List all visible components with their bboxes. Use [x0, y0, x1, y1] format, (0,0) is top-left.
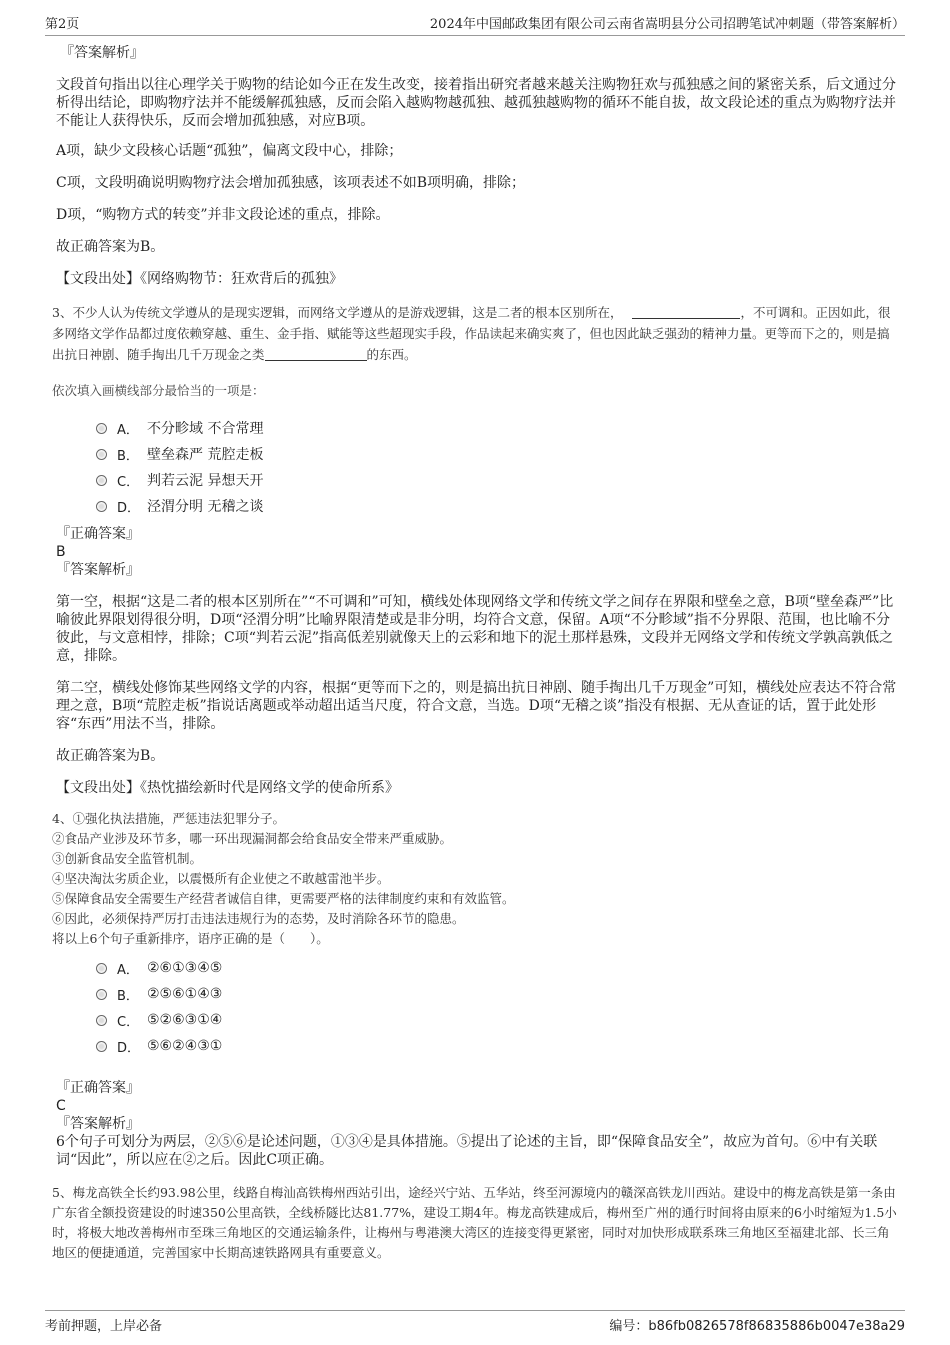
- q4-paragraph-1: 6个句子可划分为两层，②⑤⑥是论述问题，①③④是具体措施。⑤提出了论述的主旨，即“保障食品安全”，故应为首句。⑥中有关联词“因此”，所以应在②之后。因此C项正确。: [56, 1134, 878, 1168]
- radio-icon[interactable]: [96, 963, 107, 974]
- q3-jiexi-label: 『答案解析』: [56, 562, 140, 578]
- q3-answer-label: 『正确答案』: [56, 526, 140, 542]
- radio-icon[interactable]: [96, 989, 107, 1000]
- document-code: 编号：b86fb0826578f86835886b0047e38a29: [609, 1318, 905, 1334]
- q3-answer: B: [56, 544, 66, 560]
- q3-text-a: 3、不少人认为传统文学遵从的是现实逻辑，而网络文学遵从的是游戏逻辑，这是二者的根本区别所在，: [52, 305, 623, 320]
- q5-question: 5、梅龙高铁全长约93.98公里，线路自梅汕高铁梅州西站引出，途经兴宁站、五华站，终至河源境内的赣深高铁龙川西站。建设中的梅龙高铁是第一条由广东省全额投资建设的时速350公里高铁，全线桥隧比达81.77%，建设工期4年。梅龙高铁建成后，梅州至广州的通行时间将由原来的6小时缩短为1.5小时，将极大地改善梅州市至珠三角地区的交通运输条件，让梅州与粤港澳大湾区的连接变得更紧密，同时对加快形成联系珠三角地区至福建北部、长三角地区的便捷通道，完善国家中长期高速铁路网具有重要意义。: [52, 1185, 897, 1260]
- q3-paragraph-2: 第二空，横线处修饰某些网络文学的内容，根据“更等而下之的，则是搞出抗日神剧、随手掏出几千万现金”可知，横线处应表达不符合常理之意，B项“荒腔走板”指说话离题或举动超出适当尺度，符合文意，当选。D项“无稽之谈”指没有根据、无从查证的话，置于此处形容“东西”用法不当，排除。: [56, 680, 897, 732]
- q2-jiexi-label: 『答案解析』: [60, 45, 144, 61]
- q4-line: ⑥因此，必须保持严厉打击违法违规行为的态势，及时消除各环节的隐患。: [52, 911, 465, 926]
- q4-line: ⑤保障食品安全需要生产经营者诚信自律，更需要严格的法律制度约束和有效监管。: [52, 891, 515, 906]
- radio-icon[interactable]: [96, 1015, 107, 1026]
- q4-option-d[interactable]: D． ⑤⑥②④③①: [96, 1033, 901, 1059]
- q3-paragraph-1: 第一空，根据“这是二者的根本区别所在”“不可调和”可知，横线处体现网络文学和传统文学之间存在界限和壁垒之意，B项“壁垒森严”比喻彼此界限划得很分明，D项“泾渭分明”比喻界限清楚或是非分明，均符合文意，保留。A项“不分畛域”指不分界限、范围，也比喻不分彼此，与文意相悖，排除；C项“判若云泥”指高低差别就像天上的云彩和地下的泥土那样悬殊，文段并无网络文学和传统文学孰高孰低之意，排除。: [56, 594, 894, 664]
- radio-icon[interactable]: [96, 501, 107, 512]
- q4-option-b[interactable]: B． ②⑤⑥①④③: [96, 981, 901, 1007]
- q2-source: 【文段出处】《网络购物节：狂欢背后的孤独》: [56, 271, 343, 287]
- q3-option-d[interactable]: D． 泾渭分明 无稽之谈: [96, 493, 901, 519]
- q4-jiexi-label: 『答案解析』: [56, 1116, 140, 1132]
- q3-question: [52, 302, 901, 365]
- q4-line: ②食品产业涉及环节多，哪一环出现漏洞都会给食品安全带来严重威胁。: [52, 831, 453, 846]
- main-content: [52, 44, 901, 1263]
- q4-options: [96, 955, 901, 1059]
- q2-paragraph-3: C项，文段明确说明购物疗法会增加孤独感，该项表述不如B项明确，排除；: [56, 175, 525, 191]
- q3-source: 【文段出处】《热忱描绘新时代是网络文学的使命所系》: [56, 780, 399, 796]
- q4-answer: C: [56, 1098, 66, 1114]
- q4-answer-label: 『正确答案』: [56, 1080, 140, 1096]
- q2-paragraph-1: 文段首句指出以往心理学关于购物的结论如今正在发生改变，接着指出研究者越来越关注购物狂欢与孤独感之间的紧密关系，后文通过分析得出结论，即购物疗法并不能缓解孤独感，反而会陷入越购物越孤独、越孤独越购物的循环不能自拔，故文段论述的重点为购物疗法并不能让人获得快乐，反而会增加孤独感，对应B项。: [56, 77, 896, 129]
- radio-icon[interactable]: [96, 423, 107, 434]
- page-number: 第2页: [45, 17, 80, 32]
- q2-paragraph-4: D项，“购物方式的转变”并非文段论述的重点，排除。: [56, 207, 390, 223]
- footer-slogan: 考前押题，上岸必备: [45, 1318, 163, 1334]
- document-title: 2024年中国邮政集团有限公司云南省嵩明县分公司招聘笔试冲刺题（带答案解析）: [429, 17, 905, 32]
- q4-option-a[interactable]: A． ②⑥①③④⑤: [96, 955, 901, 981]
- q3-blank-2: [265, 346, 367, 361]
- radio-icon[interactable]: [96, 475, 107, 486]
- q3-answer-block: [56, 525, 901, 797]
- q3-prompt: 依次填入画横线部分最恰当的一项是：: [52, 383, 265, 398]
- q4-option-c[interactable]: C． ⑤②⑥③①④: [96, 1007, 901, 1033]
- q3-paragraph-3: 故正确答案为B。: [56, 748, 165, 764]
- page-footer: [45, 1310, 905, 1335]
- page-header: [45, 10, 905, 36]
- q3-text-c: 的东西。: [366, 347, 417, 362]
- q3-text-b: ，不可调和。正因如此，很多网络文学作品都过度依赖穿越、重生、金手指、赋能等这些超现实手段，作品读起来确实爽了，但也因此缺乏强劲的精神力量。更等而下之的，则是搞出抗日神剧、随手掏出几千万现金之类: [52, 305, 891, 362]
- q2-explanation: [56, 44, 901, 288]
- q3-option-b[interactable]: B． 壁垒森严 荒腔走板: [96, 441, 901, 467]
- radio-icon[interactable]: [96, 449, 107, 460]
- q3-blank-1: [632, 304, 740, 319]
- q2-paragraph-2: A项，缺少文段核心话题“孤独”，偏离文段中心，排除；: [56, 143, 403, 159]
- q3-options: [96, 415, 901, 519]
- radio-icon[interactable]: [96, 1041, 107, 1052]
- q2-paragraph-5: 故正确答案为B。: [56, 239, 165, 255]
- q4-line: 4、①强化执法措施，严惩违法犯罪分子。: [52, 811, 285, 826]
- q4-answer-block: [56, 1079, 901, 1169]
- q3-option-a[interactable]: A． 不分畛域 不合常理: [96, 415, 901, 441]
- q4-line: 将以上6个句子重新排序，语序正确的是（ ）。: [52, 931, 329, 946]
- q4-line: ④坚决淘汰劣质企业，以震慑所有企业使之不敢越雷池半步。: [52, 871, 390, 886]
- q3-option-c[interactable]: C． 判若云泥 异想天开: [96, 467, 901, 493]
- q4-question: [52, 809, 901, 949]
- q4-line: ③创新食品安全监管机制。: [52, 851, 203, 866]
